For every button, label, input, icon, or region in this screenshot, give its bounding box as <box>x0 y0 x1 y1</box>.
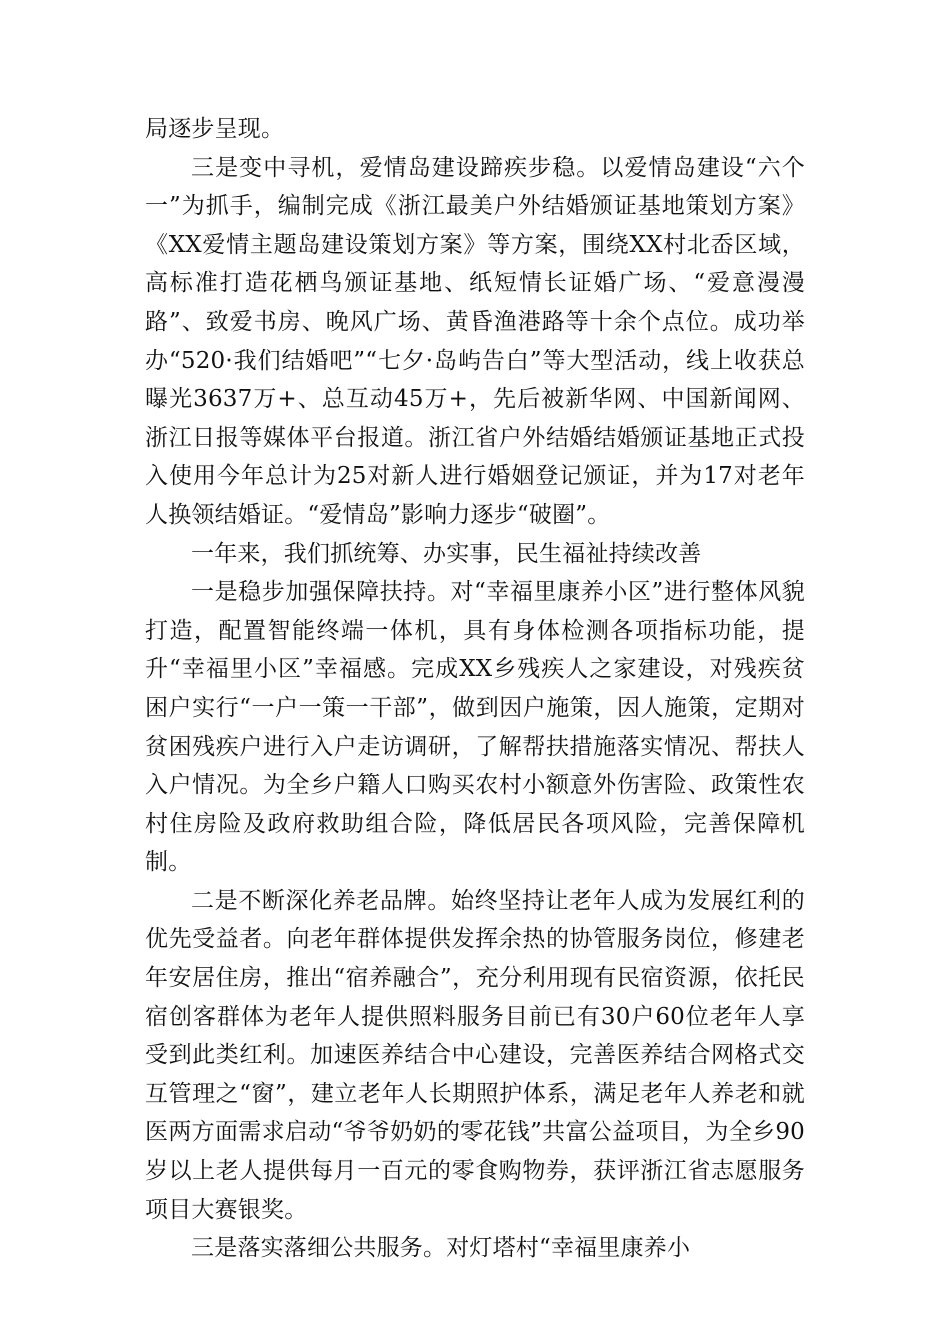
paragraph-continuation: 局逐步呈现。 <box>145 116 285 142</box>
paragraph-elderly-care: 二是不断深化养老品牌。始终坚持让老年人成为发展红利的优先受益者。向老年群体提供发挥余热的协管服务岗位，修建老年安居住房，推出“宿养融合”，充分利用现有民宿资源，依托民宿创客群体为老年人提供照料服务目前已有30户60位老年人享受到此类红利。加速医养结合中心建设，完善医养结合网格式交互管理之“窗”，建立老年人长期照护体系，满足老年人养老和就医两方面需求启动“爷爷奶奶的零花钱”共富公益项目，为全乡90岁以上老人提供每月一百元的零食购物券，获评浙江省志愿服务项目大赛银奖。 <box>145 887 805 1223</box>
paragraph-security-support: 一是稳步加强保障扶持。对“幸福里康养小区”进行整体风貌打造，配置智能终端一体机，具有身体检测各项指标功能，提升“幸福里小区”幸福感。完成XX乡残疾人之家建设，对残疾贫困户实行“一户一策一干部”，做到因户施策，因人施策，定期对贫困残疾户进行入户走访调研，了解帮扶措施落实情况、帮扶人入户情况。为全乡户籍人口购买农村小额意外伤害险、政策性农村住房险及政府救助组合险，降低居民各项风险，完善保障机制。 <box>145 579 805 876</box>
paragraph-public-service: 三是落实落细公共服务。对灯塔村“幸福里康养小 <box>191 1235 691 1262</box>
document-page <box>145 110 805 1268</box>
section-heading-livelihood: 一年来，我们抓统筹、办实事，民生福祉持续改善 <box>191 540 702 567</box>
paragraph-love-island: 三是变中寻机，爱情岛建设蹄疾步稳。以爱情岛建设“六个一”为抓手，编制完成《浙江最美户外结婚颁证基地策划方案》《XX爱情主题岛建设策划方案》等方案，围绕XX村北岙区域，高标准打造花栖鸟颁证基地、纸短情长证婚广场、“爱意漫漫路”、致爱书房、晚风广场、黄昏渔港路等十余个点位。成功举办“520·我们结婚吧”“七夕·岛屿告白”等大型活动，线上收获总曝光3637万+、总互动45万+，先后被新华网、中国新闻网、浙江日报等媒体平台报道。浙江省户外结婚结婚颁证基地正式投入使用今年总计为25对新人进行婚姻登记颁证，并为17对老年人换领结婚证。“爱情岛”影响力逐步“破圈”。 <box>145 154 805 528</box>
